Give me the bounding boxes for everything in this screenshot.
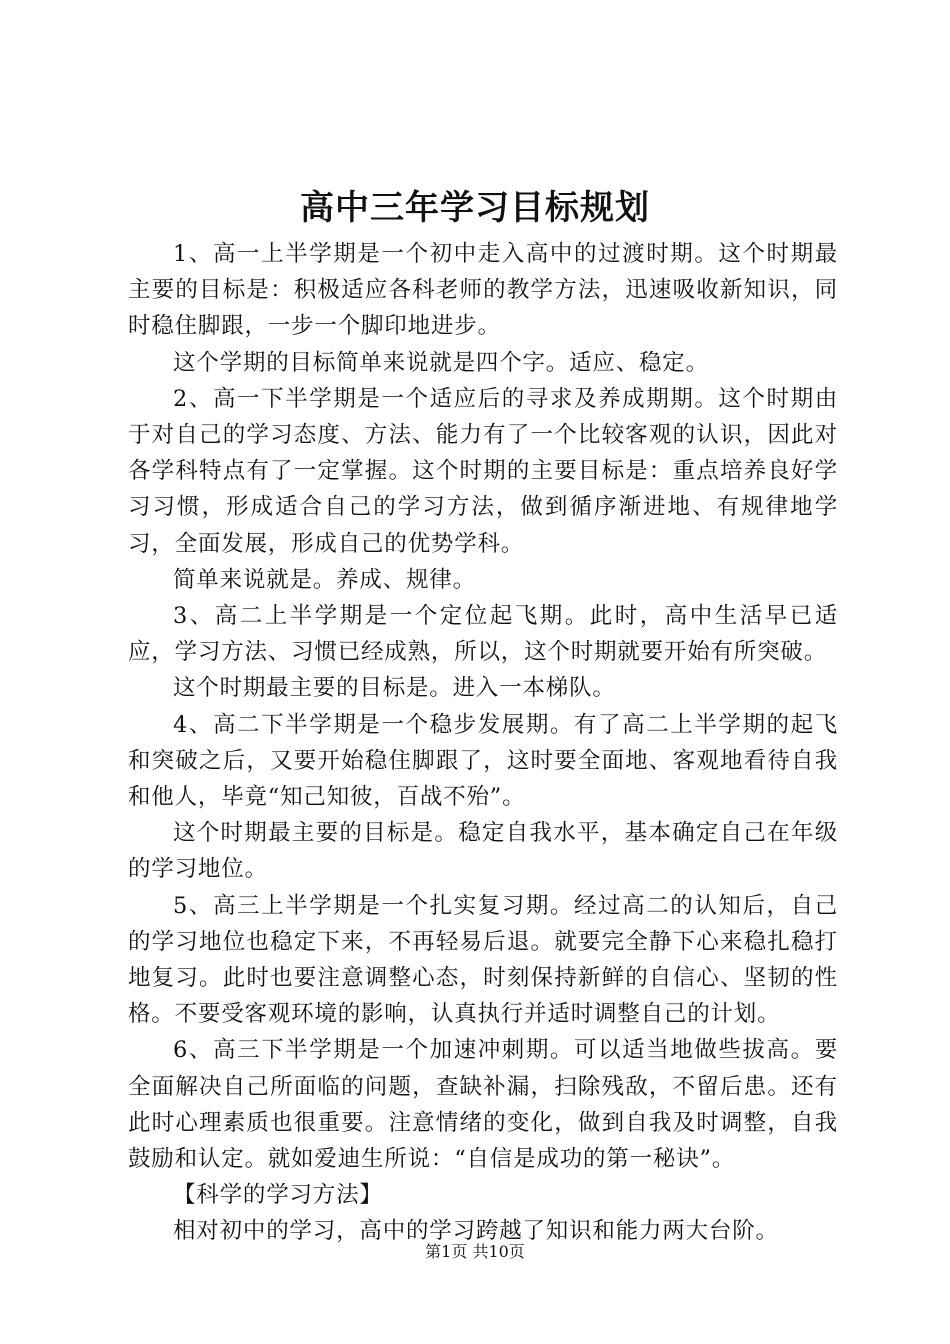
paragraph: 2、高一下半学期是一个适应后的寻求及养成期期。这个时期由于对自己的学习态度、方法、能力有了一个比较客观的认识，因此对各学科特点有了一定掌握。这个时期的主要目标是：重点培养良好学习习惯，形成适合自己的学习方法，做到循序渐进地、有规律地学习，全面发展，形成自己的优势学科。 <box>128 385 838 557</box>
paragraph: 1、高一上半学期是一个初中走入高中的过渡时期。这个时期最主要的目标是：积极适应各科老师的教学方法，迅速吸收新知识，同时稳住脚跟，一步一个脚印地进步。 <box>128 241 838 340</box>
paragraph: 3、高二上半学期是一个定位起飞期。此时，高中生活早已适应，学习方法、习惯已经成熟，所以，这个时期就要开始有所突破。 <box>128 603 838 666</box>
document-body <box>128 236 838 1250</box>
page-number-footer: 第1页 共10页 <box>425 1242 525 1261</box>
section-heading: 【科学的学习方法】 <box>173 1182 383 1209</box>
document-title: 高中三年学习目标规划 <box>300 188 650 228</box>
paragraph: 这个学期的目标简单来说就是四个字。适应、稳定。 <box>173 349 709 376</box>
paragraph: 相对初中的学习，高中的学习跨越了知识和能力两大台阶。 <box>173 1218 779 1245</box>
paragraph: 简单来说就是。养成、规律。 <box>173 566 476 593</box>
paragraph: 这个时期最主要的目标是。稳定自我水平，基本确定自己在年级的学习地位。 <box>128 820 838 883</box>
paragraph: 5、高三上半学期是一个扎实复习期。经过高二的认知后，自己的学习地位也稳定下来，不再轻易后退。就要完全静下心来稳扎稳打地复习。此时也要注意调整心态，时刻保持新鲜的自信心、坚韧的性格。不要受客观环境的影响，认真执行并适时调整自己的计划。 <box>128 892 838 1028</box>
paragraph: 6、高三下半学期是一个加速冲刺期。可以适当地做些拔高。要全面解决自己所面临的问题，查缺补漏，扫除残敌，不留后患。还有此时心理素质也很重要。注意情绪的变化，做到自我及时调整，自我鼓励和认定。就如爱迪生所说：“自信是成功的第一秘诀”。 <box>128 1037 838 1173</box>
paragraph: 这个时期最主要的目标是。进入一本梯队。 <box>173 675 616 702</box>
paragraph: 4、高二下半学期是一个稳步发展期。有了高二上半学期的起飞和突破之后，又要开始稳住脚跟了，这时要全面地、客观地看待自我和他人，毕竟“知己知彼，百战不殆”。 <box>128 711 838 811</box>
